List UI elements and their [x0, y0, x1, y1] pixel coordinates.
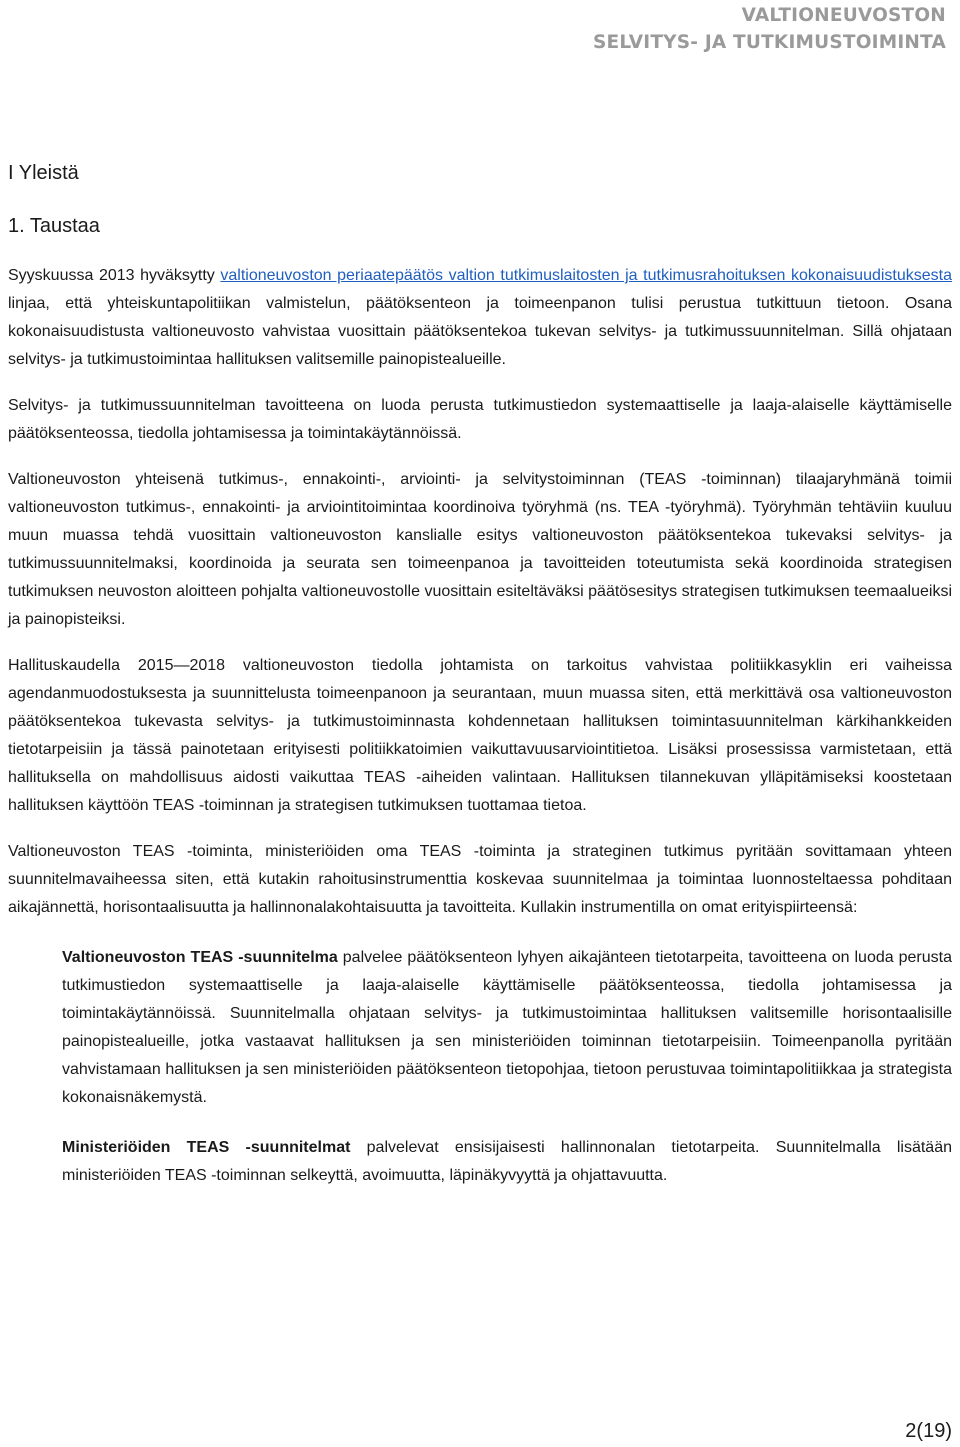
- instrument-text: palvelevat ensisijaisesti hallinnonalan tietotarpeita. Suunnitelmalla lisätään ministeriöiden TEAS -toiminnan selkeyttä, avoimuutta, läpinäkyvyyttä ja ohjattavuutta.: [62, 1139, 952, 1184]
- instrument-description: [62, 1134, 952, 1190]
- instrument-item: [62, 944, 952, 1112]
- decision-link[interactable]: valtioneuvoston periaatepäätös valtion tutkimuslaitosten ja tutkimusrahoituksen kokonaisuudistuksesta: [220, 267, 953, 284]
- paragraph-instruments: Valtioneuvoston TEAS -toiminta, ministeriöiden oma TEAS -toiminta ja strateginen tutkimus pyritään sovittamaan yhteen suunnitelmavaiheessa siten, että kutakin rahoitusinstrumenttia koskevaa suunnitelmaa ja toimintaa luonnosteltaessa pohditaan aikajännettä, horisontaalisuutta ja hallinnonalakohtaisuutta ja tavoitteita. Kullakin instrumentilla on omat erityispiirteensä:: [8, 843, 952, 916]
- instrument-text: palvelee päätöksenteon lyhyen aikajänteen tietotarpeita, tavoitteena on luoda perusta tutkimustiedon systemaattiselle ja laaja-alaiselle käyttämiselle päätöksenteossa, tiedolla johtamisessa ja toimintakäytännöissä. Suunnitelmalla ohjataan selvitys- ja tutkimustoimintaa hallituksen valitsemille horisontaalisille painopistealueille, jotka vastaavat hallituksen ja sen ministeriöiden toiminnan tietotarpeisiin. Toimeenpanolla pyritään vahvistamaan hallituksen ja sen ministeriöiden päätöksenteon tietopohjaa, tietoon perustuvaa toimintapolitiikkaa ja strategista kokonaisnäkemystä.: [62, 949, 952, 1106]
- instrument-term: Valtioneuvoston TEAS -suunnitelma: [62, 949, 338, 966]
- organization-name-line2: SELVITYS- JA TUTKIMUSTOIMINTA: [592, 32, 946, 53]
- subsection-heading: 1. Taustaa: [8, 215, 100, 237]
- section-heading: I Yleistä: [8, 162, 79, 184]
- paragraph-background: [8, 262, 952, 374]
- paragraph-text: Syyskuussa 2013 hyväksytty: [8, 267, 221, 284]
- organization-header: [593, 2, 946, 56]
- paragraph-government-term: Hallituskaudella 2015—2018 valtioneuvoston tiedolla johtamista on tarkoitus vahvistaa politiikkasyklin eri vaiheissa agendanmuodostuksesta ja suunnittelusta toimeenpanoon ja seurantaan, muun muassa siten, että merkittävä osa valtioneuvoston päätöksentekoa tukevasta selvitys- ja tutkimustoiminnasta kohdennetaan hallituksen toimintasuunnitelman kärkihankkeiden tietotarpeisiin ja tässä painotetaan erityisesti politiikkatoimien vaikuttavuusarviointitietoa. Lisäksi prosessissa varmistetaan, että hallituksella on mahdollisuus aidosti vaikuttaa TEAS -aiheiden valintaan. Hallituksen tilannekuvan ylläpitämiseksi koostetaan hallituksen käyttöön TEAS -toiminnan ja strategisen tutkimuksen tuottamaa tietoa.: [8, 657, 952, 814]
- instrument-item: [62, 1134, 952, 1190]
- page-number: 2(19): [905, 1420, 952, 1442]
- instrument-description: [62, 944, 952, 1112]
- organization-name-line1: VALTIONEUVOSTON: [741, 5, 946, 26]
- document-body: [8, 158, 952, 1212]
- paragraph-goal: Selvitys- ja tutkimussuunnitelman tavoitteena on luoda perusta tutkimustiedon systemaattiselle ja laaja-alaiselle käyttämiselle päätöksenteossa, tiedolla johtamisessa ja toimintakäytännöissä.: [8, 397, 952, 442]
- paragraph-text: linjaa, että yhteiskuntapolitiikan valmistelun, päätöksenteon ja toimeenpanon tulisi perustua tutkittuun tietoon. Osana kokonaisuudistusta valtioneuvosto vahvistaa vuosittain päätöksentekoa tukevan selvitys- ja tutkimussuunnitelman. Sillä ohjataan selvitys- ja tutkimustoimintaa hallituksen valitsemille painopistealueille.: [8, 295, 952, 368]
- instrument-term: Ministeriöiden TEAS -suunnitelmat: [62, 1139, 351, 1156]
- paragraph-teas-group: Valtioneuvoston yhteisenä tutkimus-, ennakointi-, arviointi- ja selvitystoiminnan (TEAS -toiminnan) tilaajaryhmänä toimii valtioneuvoston tutkimus-, ennakointi- ja arviointitoimintaa koordinoiva työryhmä (ns. TEA -työryhmä). Työryhmän tehtäviin kuuluu muun muassa tehdä vuosittain valtioneuvoston kanslialle esitys valtioneuvoston päätöksentekoa tukevaksi selvitys- ja tutkimussuunnitelmaksi, koordinoida ja seurata sen toimeenpanoa ja tavoitteiden toteutumista sekä koordinoida strategisen tutkimuksen neuvoston aloitteen pohjalta valtioneuvostolle vuosittain esiteltäväksi päätösesitys strategisen tutkimuksen teemaalueiksi ja painopisteiksi.: [8, 471, 952, 628]
